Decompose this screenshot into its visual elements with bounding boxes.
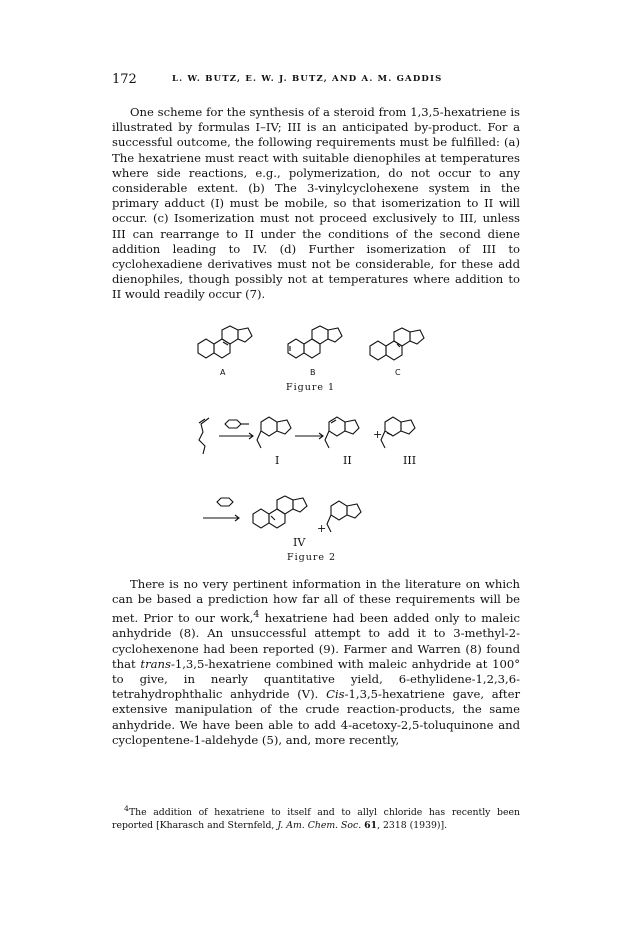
product-iv [253, 496, 307, 528]
plus-sign: + [373, 428, 383, 441]
paragraph-2-part-a: There is no very pertinent information in the literature on which can be based a prediction how far all of these requirements will be met. Prior to our work, [112, 577, 520, 626]
paragraph-2-part-d: -1,3,5-hexatriene gave, after extensive manipulation of the crude reaction-products, the same anhydride. We have been able to add 4-acetoxy-2,5-toluquinone and cyclopentene-1-aldehyde (5), and, more recently, [112, 687, 520, 747]
cis-prefix: Cis [326, 687, 345, 702]
plus-sign-2: + [317, 522, 327, 535]
label-a: A [220, 368, 226, 377]
footnote-text-a: The addition of hexatriene to itself and to allyl chloride has recently been reported [Kharasch and Sternfeld, [112, 807, 520, 831]
hexatriene [199, 418, 209, 454]
footnote-ref-4[interactable]: 4 [253, 609, 260, 621]
structure-a [198, 326, 252, 358]
figure-2 [195, 410, 435, 570]
trans-prefix: trans [140, 656, 171, 671]
footnote-text-b: , 2318 (1939)]. [377, 819, 448, 831]
label-iii: III [403, 454, 417, 467]
adduct-i [257, 417, 291, 448]
label-b: B [310, 368, 316, 377]
dienophile-1 [219, 420, 253, 439]
by-product [327, 501, 361, 532]
label-iv: IV [293, 536, 306, 549]
running-head: L. W. BUTZ, E. W. J. BUTZ, AND A. M. GADDIS [172, 74, 443, 84]
label-c: C [395, 368, 401, 377]
footnote-volume: 61 [364, 819, 378, 831]
label-ii: II [343, 454, 352, 467]
paragraph-synthesis-scheme: One scheme for the synthesis of a steroid from 1,3,5-hexatriene is illustrated by formulas I–IV; III is an anticipated by-product. For a successful outcome, the following requirements must be fulfilled: (a) The hexatriene must react with suitable dienophiles at temperatures where side reactions, e.g., polymerization, do not occur to any considerable extent. (b) The 3-vinylcyclohexene system in the primary adduct (I) must be mobile, so that isomerization to II will occur. (c) Isomerization must not proceed exclusively to III, unless III can rearrange to II under the conditions of the second diene addition leading to IV. (d) Further isomerization of III to cyclohexadiene derivatives must not be considerable, for these add dienophiles, though possibly not at temperatures where addition to II would readily occur (7). [112, 105, 520, 302]
arrow-to-ii [295, 433, 323, 439]
paragraph-2-part-c: -1,3,5-hexatriene combined with maleic anhydride at 100° to give, in nearly quantitative yield, 6-ethylidene-1,2,3,6-tetrahydrophthalic anhydride (V). [112, 656, 520, 702]
label-i: I [275, 454, 280, 467]
footnote-marker: 4 [124, 804, 129, 813]
figure-1 [190, 318, 440, 398]
paragraph-literature [112, 577, 520, 748]
structure-c [370, 328, 424, 360]
figure-2-caption: Figure 2 [287, 552, 337, 563]
product-iii [381, 417, 415, 448]
product-ii [325, 417, 359, 448]
footnote-4 [112, 803, 520, 832]
paragraph-2-part-b: hexatriene had been added only to maleic anhydride (8). An unsuccessful attempt to add it to 3-methyl-2-cyclohexenone had been reported (9). Farmer and Warren (8) found that [112, 611, 520, 671]
structure-b [288, 326, 342, 358]
dienophile-2 [203, 498, 239, 521]
page-number: 172 [112, 72, 137, 87]
page-header [112, 72, 522, 90]
footnote-journal: J. Am. Chem. Soc. [277, 819, 362, 831]
figure-2-scheme [195, 410, 435, 560]
figure-1-caption: Figure 1 [286, 382, 336, 393]
